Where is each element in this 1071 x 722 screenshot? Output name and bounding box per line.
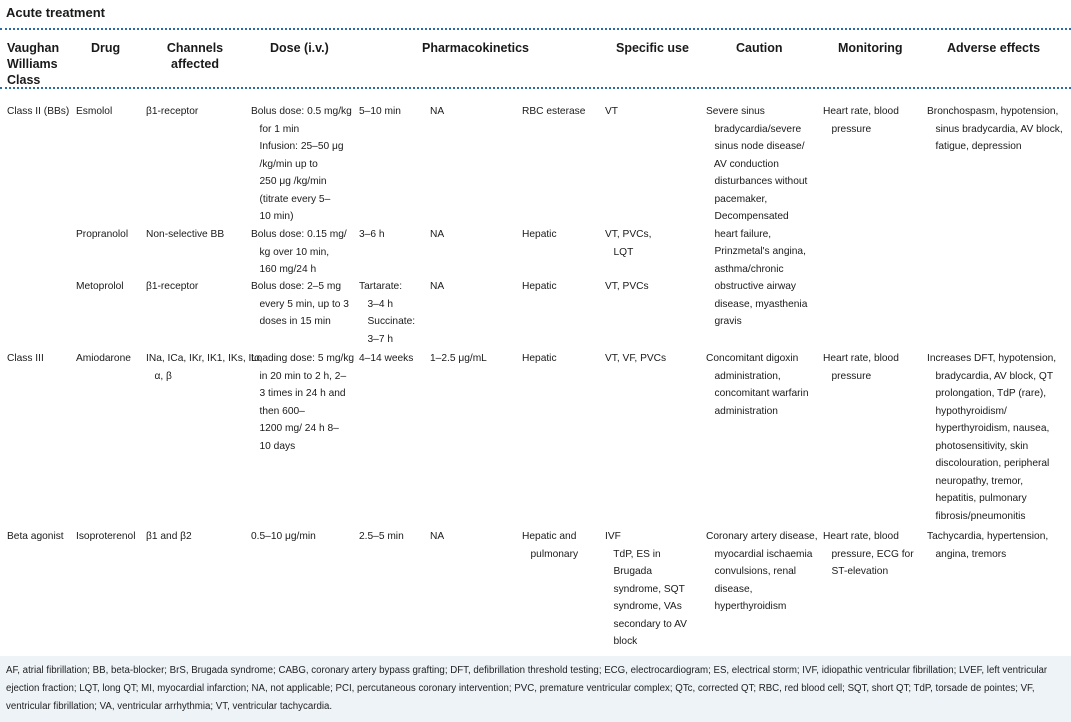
cell-specific-use: VT, PVCs <box>605 281 649 292</box>
cell-drug: Esmolol <box>76 106 113 117</box>
cell-dose: Loading dose: 5 mg/kg in 20 min to 2 h, 2– 3 times in 24 h and then 600– 1200 mg/ 24 h 8– 10 days <box>251 353 355 452</box>
cell-metabolism: Hepatic <box>522 353 557 364</box>
cell-dose: 0.5–10 μg/min <box>251 531 316 542</box>
cell-channels: β1-receptor <box>146 281 199 292</box>
section-title-bar <box>0 0 1071 24</box>
cell-level: NA <box>430 531 445 542</box>
cell-level: NA <box>430 229 445 240</box>
header-dose: Dose (i.v.) <box>270 41 329 55</box>
cell-adverse-effects: Increases DFT, hypotension, bradycardia, AV block, QT prolongation, TdP (rare), hypothyroidism/ hyperthyroidism, nausea, photosensitivity, skin discolouration, peripheral neuropathy, tremor, hepatitis, pulmonary fibrosis/pneumonitis <box>927 353 1057 522</box>
cell-monitoring: Heart rate, blood pressure <box>823 106 899 135</box>
section-title: Acute treatment <box>6 5 105 20</box>
cell-specific-use: VT, VF, PVCs <box>605 353 667 364</box>
cell-adverse-effects: Bronchospasm, hypotension, sinus bradycardia, AV block, fatigue, depression <box>927 106 1063 152</box>
footnote-abbreviations: AF, atrial fibrillation; BB, beta-blocker; BrS, Brugada syndrome; CABG, coronary artery bypass grafting; DFT, defibrillation threshold testing; ECG, electrocardiogram; ES, electrical storm; IVF, idiopathic ventricular fibrillation; LVEF, left ventricular ejection fraction; LQT, long QT; MI, myocardial infarction; NA, not applicable; PCI, percutaneous coronary intervention; PVC, premature ventricular complex; QTc, corrected QT; RBC, red blood cell; SQT, short QT; TdP, torsade de pointes; VF, ventricular fibrillation; VA, ventricular arrhythmia; VT, ventricular tachycardia. <box>6 665 1048 712</box>
cell-drug: Amiodarone <box>76 353 131 364</box>
cell-half-life: Tartarate: 3–4 h Succinate: 3–7 h <box>359 281 416 345</box>
header-adverse-effects: Adverse effects <box>947 41 1041 55</box>
cell-level: NA <box>430 106 445 117</box>
cell-class: Class III <box>7 353 44 364</box>
cell-metabolism: Hepatic and pulmonary <box>522 531 579 560</box>
cell-caution: Concomitant digoxin administration, concomitant warfarin administration <box>706 353 809 417</box>
divider-header <box>0 87 1071 89</box>
cell-specific-use: IVF TdP, ES in Brugada syndrome, SQT syndrome, VAs secondary to AV block <box>605 531 687 647</box>
cell-half-life: 3–6 h <box>359 229 385 240</box>
cell-half-life: 4–14 weeks <box>359 353 414 364</box>
header-channels: Channels affected <box>166 41 224 71</box>
header-drug: Drug <box>91 41 121 55</box>
cell-dose: Bolus dose: 2–5 mg every 5 min, up to 3 doses in 15 min <box>251 281 349 327</box>
cell-adverse-effects: Tachycardia, hypertension, angina, tremors <box>927 531 1049 560</box>
cell-half-life: 2.5–5 min <box>359 531 404 542</box>
header-monitoring: Monitoring <box>838 41 903 55</box>
cell-metabolism: Hepatic <box>522 281 557 292</box>
cell-metabolism: RBC esterase <box>522 106 586 117</box>
cell-specific-use: VT, PVCs, LQT <box>605 229 652 258</box>
cell-drug: Propranolol <box>76 229 129 240</box>
header-pharmacokinetics: Pharmacokinetics <box>422 41 529 55</box>
cell-dose: Bolus dose: 0.5 mg/kg for 1 min Infusion: 25–50 μg /kg/min up to 250 μg /kg/min (titrate every 5– 10 min) <box>251 106 352 222</box>
divider-top <box>0 28 1071 30</box>
cell-drug: Metoprolol <box>76 281 124 292</box>
cell-monitoring: Heart rate, blood pressure, ECG for ST-elevation <box>823 531 914 577</box>
header-class: Vaughan Williams Class <box>7 41 60 87</box>
cell-specific-use: VT <box>605 106 619 117</box>
cell-level: 1–2.5 μg/mL <box>430 353 487 364</box>
cell-caution: Coronary artery disease, myocardial ischaemia convulsions, renal disease, hyperthyroidism <box>706 531 818 612</box>
cell-class: Beta agonist <box>7 531 64 542</box>
cell-metabolism: Hepatic <box>522 229 557 240</box>
cell-level: NA <box>430 281 445 292</box>
cell-class: Class II (BBs) <box>7 106 70 117</box>
cell-channels: INa, ICa, IKr, IK1, IKs, Ito, α, β <box>146 353 263 382</box>
cell-drug: Isoproterenol <box>76 531 136 542</box>
footnote-panel <box>0 656 1071 722</box>
cell-half-life: 5–10 min <box>359 106 401 117</box>
header-specific-use: Specific use <box>616 41 689 55</box>
cell-caution-bb: Severe sinus bradycardia/severe sinus node disease/ AV conduction disturbances without pacemaker, Decompensated heart failure, Prinzmetal's angina, asthma/chronic obstructive airway disease, myasthenia gravis <box>706 106 808 327</box>
cell-monitoring: Heart rate, blood pressure <box>823 353 899 382</box>
header-caution: Caution <box>736 41 783 55</box>
cell-channels: β1-receptor <box>146 106 199 117</box>
cell-channels: Non-selective BB <box>146 229 225 240</box>
cell-channels: β1 and β2 <box>146 531 192 542</box>
cell-dose: Bolus dose: 0.15 mg/ kg over 10 min, 160 mg/24 h <box>251 229 347 275</box>
